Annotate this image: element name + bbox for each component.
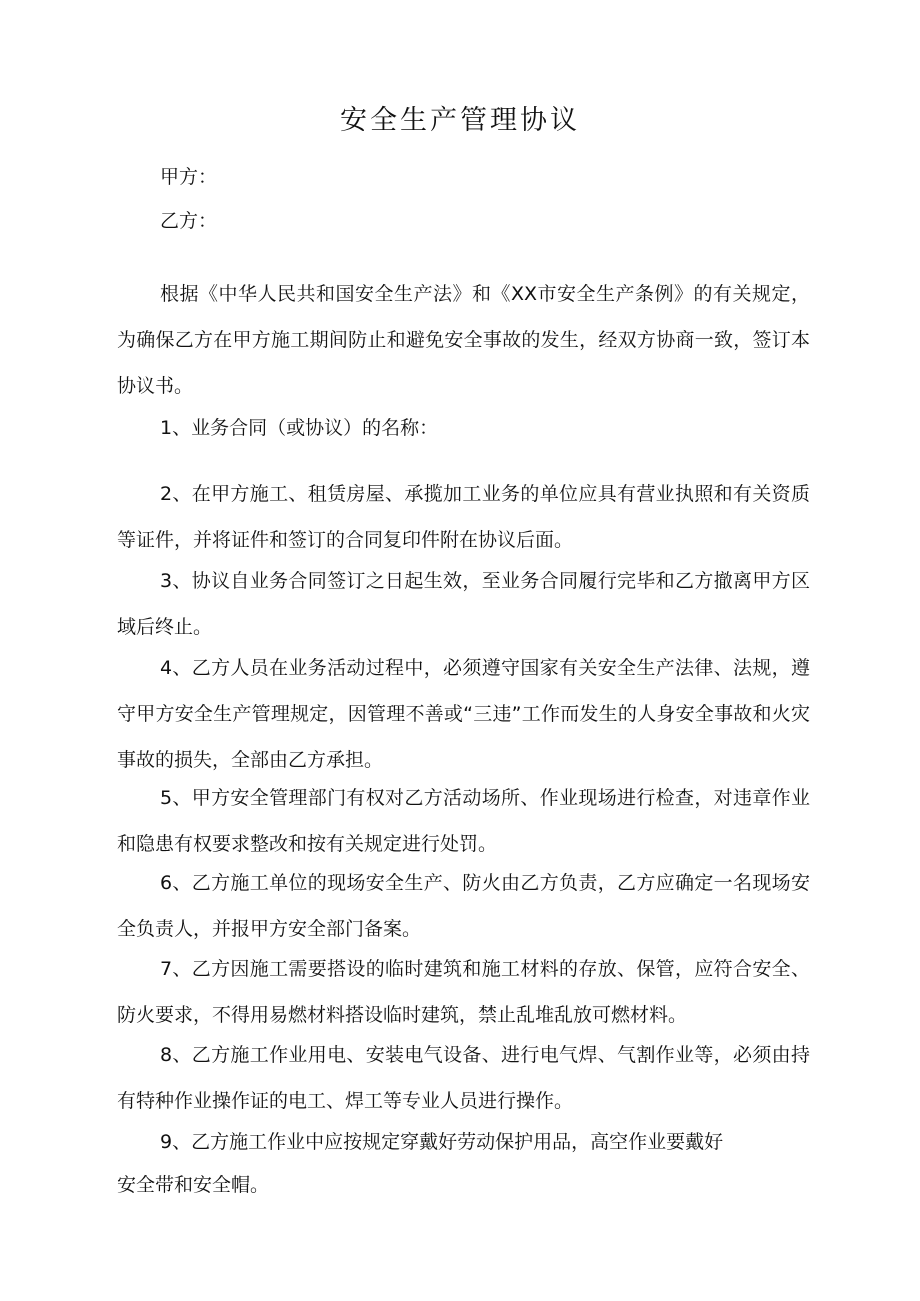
- clause-3: 3、协议自业务合同签订之日起生效，至业务合同履行完毕和乙方撤离甲方区域后终止。: [117, 570, 810, 638]
- party-a-label: 甲方：: [160, 166, 218, 188]
- clause-2: 2、在甲方施工、租赁房屋、承揽加工业务的单位应具有营业执照和有关资质等证件，并将证件和签订的合同复印件附在协议后面。: [117, 483, 810, 551]
- clause-9-continuation: 安全带和安全帽。: [117, 1174, 270, 1196]
- clause-4: 4、乙方人员在业务活动过程中，必须遵守国家有关安全生产法律、法规，遵守甲方安全生产管理规定，因管理不善或“三违”工作而发生的人身安全事故和火灾事故的损失，全部由乙方承担。: [117, 657, 810, 771]
- clause-5: 5、甲方安全管理部门有权对乙方活动场所、作业现场进行检查，对违章作业和隐患有权要求整改和按有关规定进行处罚。: [117, 787, 810, 855]
- intro-paragraph: 根据《中华人民共和国安全生产法》和《XX市安全生产条例》的有关规定，为确保乙方在甲方施工期间防止和避免安全事故的发生，经双方协商一致，签订本协议书。: [117, 283, 810, 397]
- party-b-label: 乙方：: [160, 210, 218, 232]
- clause-8: 8、乙方施工作业用电、安装电气设备、进行电气焊、气割作业等，必须由持有特种作业操作证的电工、焊工等专业人员进行操作。: [117, 1044, 810, 1112]
- clause-9: 9、乙方施工作业中应按规定穿戴好劳动保护用品，高空作业要戴好: [160, 1131, 724, 1153]
- clause-1: 1、业务合同（或协议）的名称：: [160, 417, 439, 439]
- clause-6: 6、乙方施工单位的现场安全生产、防火由乙方负责，乙方应确定一名现场安全负责人，并报甲方安全部门备案。: [117, 872, 810, 940]
- document-title: 安全生产管理协议: [340, 105, 580, 136]
- clause-7: 7、乙方因施工需要搭设的临时建筑和施工材料的存放、保管，应符合安全、防火要求，不得用易燃材料搭设临时建筑，禁止乱堆乱放可燃材料。: [117, 958, 810, 1026]
